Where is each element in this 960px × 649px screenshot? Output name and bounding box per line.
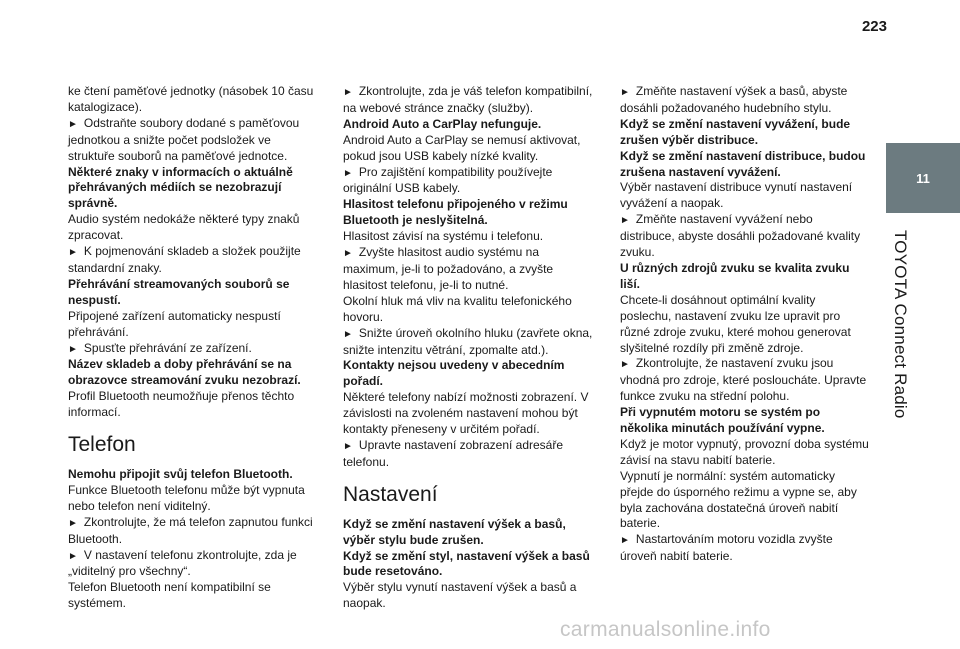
paragraph: Chcete-li dosáhnout optimální kvality poslechu, nastavení zvuku lze upravit pro různé zdroje zvuku, které mohou generovat slyšitelné rozdíly při změně zdroje. <box>620 292 851 355</box>
section-heading-telefon: Telefon <box>68 433 136 457</box>
paragraph: Telefon Bluetooth není kompatibilní se systémem. <box>68 580 271 611</box>
problem-heading: Název skladeb a doby přehrávání se na obrazovce streamování zvuku nezobrazí. <box>68 357 301 388</box>
instruction: ► Spusťte přehrávání ze zařízení. <box>68 341 318 358</box>
paragraph: Android Auto a CarPlay se nemusí aktivovat, pokud jsou USB kabely nízké kvality. <box>343 132 581 163</box>
chapter-number: 11 <box>916 170 930 186</box>
problem-heading: Když se změní nastavení distribuce, budou zrušena nastavení vyvážení. <box>620 148 866 179</box>
problem-heading: U různých zdrojů zvuku se kvalita zvuku liší. <box>620 260 850 291</box>
paragraph: Když je motor vypnutý, provozní doba systému závisí na stavu nabití baterie. <box>620 436 869 467</box>
instruction: ► Zkontrolujte, že nastavení zvuku jsou vhodná pro zdroje, které posloucháte. Upravte funkce zvuku na střední polohu. <box>620 356 870 405</box>
instruction: ► Pro zajištění kompatibility používejte originální USB kabely. <box>343 165 593 198</box>
instruction: ► Zvyšte hlasitost audio systému na maximum, je-li to požadováno, a zvyšte hlasitost telefonu, je-li to nutné. <box>343 245 593 294</box>
instruction: ► Zkontrolujte, že má telefon zapnutou funkci Bluetooth. <box>68 515 318 548</box>
paragraph: Profil Bluetooth neumožňuje přenos těchto informací. <box>68 389 295 420</box>
paragraph: Okolní hluk má vliv na kvalitu telefonického hovoru. <box>343 293 572 324</box>
problem-heading: Při vypnutém motoru se systém po několika minutách používání vypne. <box>620 405 825 436</box>
column-3 <box>620 84 870 565</box>
problem-heading: Hlasitost telefonu připojeného v režimu Bluetooth je neslyšitelná. <box>343 197 568 228</box>
paragraph: Audio systém nedokáže některé typy znaků zpracovat. <box>68 212 300 243</box>
instruction: ► Změňte nastavení vyvážení nebo distribuce, abyste dosáhli požadované kvality zvuku. <box>620 212 870 261</box>
section-heading-nastaveni: Nastavení <box>343 482 438 506</box>
paragraph: Některé telefony nabízí možnosti zobrazení. V závislosti na zvoleném nastavení mohou být kontakty přeneseny v určitém pořadí. <box>343 390 589 437</box>
instruction: ► K pojmenování skladeb a složek použijte standardní znaky. <box>68 244 318 277</box>
problem-heading: Když se změní nastavení výšek a basů, výběr stylu bude zrušen. <box>343 516 566 547</box>
paragraph: Výběr nastavení distribuce vynutí nastavení vyvážení a naopak. <box>620 180 853 211</box>
column-2 <box>343 84 593 612</box>
instruction: ► Odstraňte soubory dodané s paměťovou jednotkou a snižte počet podsložek ve struktuře souborů na paměťové jednotce. <box>68 116 318 165</box>
paragraph: Vypnutí je normální: systém automaticky přejde do úsporného režimu a vypne se, aby byla zachována dostatečná úroveň nabití baterie. <box>620 468 857 531</box>
problem-heading: Přehrávání streamovaných souborů se nespustí. <box>68 276 290 307</box>
column-1 <box>68 84 318 612</box>
instruction: ► Zkontrolujte, zda je váš telefon kompatibilní, na webové stránce značky (služby). <box>343 84 593 117</box>
problem-heading: Android Auto a CarPlay nefunguje. <box>343 116 542 131</box>
paragraph: Funkce Bluetooth telefonu může být vypnuta nebo telefon není viditelný. <box>68 482 305 513</box>
paragraph: Připojené zařízení automaticky nespustí přehrávání. <box>68 308 281 339</box>
instruction: ► Změňte nastavení výšek a basů, abyste dosáhli požadovaného hudebního stylu. <box>620 84 870 117</box>
paragraph: Hlasitost závisí na systému i telefonu. <box>343 229 544 244</box>
chapter-title: TOYOTA Connect Radio <box>891 230 910 419</box>
instruction: ► Upravte nastavení zobrazení adresáře telefonu. <box>343 438 593 471</box>
watermark: carmanualsonline.info <box>560 618 771 641</box>
paragraph: ke čtení paměťové jednotky (násobek 10 času katalogizace). <box>68 84 314 114</box>
paragraph: Výběr stylu vynutí nastavení výšek a basů a naopak. <box>343 580 577 611</box>
problem-heading: Nemohu připojit svůj telefon Bluetooth. <box>68 467 293 482</box>
problem-heading: Když se změní styl, nastavení výšek a basů bude resetováno. <box>343 548 590 579</box>
instruction: ► Nastartováním motoru vozidla zvyšte úroveň nabití baterie. <box>620 532 870 565</box>
problem-heading: Když se změní nastavení vyvážení, bude zrušen výběr distribuce. <box>620 116 851 147</box>
chapter-tab <box>886 143 960 213</box>
instruction: ► V nastavení telefonu zkontrolujte, zda je „viditelný pro všechny“. <box>68 548 318 581</box>
instruction: ► Snižte úroveň okolního hluku (zavřete okna, snižte intenzitu větrání, zpomalte atd.). <box>343 326 593 359</box>
page-number: 223 <box>861 18 887 35</box>
problem-heading: Některé znaky v informacích o aktuálně přehrávaných médiích se nezobrazují správně. <box>68 164 293 211</box>
problem-heading: Kontakty nejsou uvedeny v abecedním pořadí. <box>343 358 565 389</box>
